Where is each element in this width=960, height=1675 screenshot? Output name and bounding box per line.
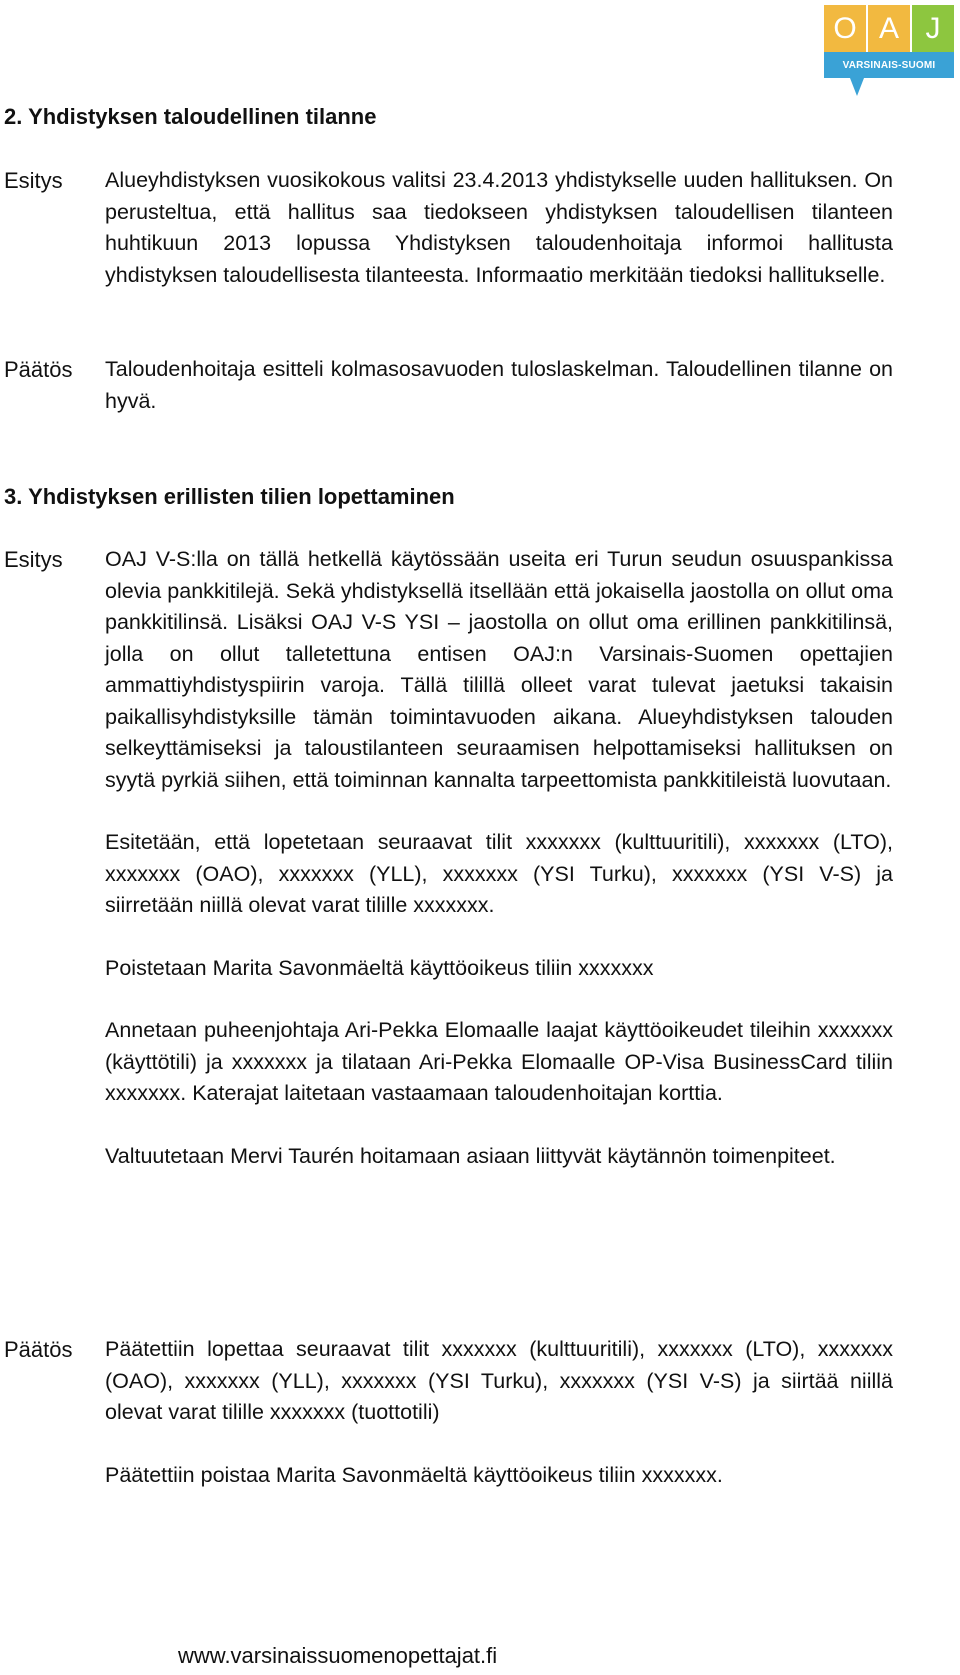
section-3-heading: 3. Yhdistyksen erillisten tilien lopettaminen	[4, 484, 455, 509]
paatos-paragraph: Päätettiin poistaa Marita Savonmäeltä käyttöoikeus tiliin xxxxxxx.	[105, 1462, 723, 1487]
footer-url[interactable]: www.varsinaissuomenopettajat.fi	[178, 1643, 498, 1668]
section-2-heading: 2. Yhdistyksen taloudellinen tilanne	[4, 104, 377, 129]
esitys-paragraph: Esitetään, että lopetetaan seuraavat tilit xxxxxxx (kulttuuritili), xxxxxxx (LTO), xxxxxxx (OAO), xxxxxxx (YLL), xxxxxxx (YSI Turku), xxxxxxx (YSI V-S) ja siirretään niillä olevat varat tilille xxxxxxx.	[105, 830, 893, 917]
logo-subtitle: VARSINAIS-SUOMI	[824, 52, 954, 78]
logo-letter-a: A	[868, 5, 912, 52]
esitys-paragraph: OAJ V-S:lla on tällä hetkellä käytössään useita eri Turun seudun osuuspankissa olevia pankkitilejä. Sekä yhdistyksellä itsellään että jokaisella jaostolla on ollut oma pankkitilinsä. Lisäksi OAJ V-S YSI – jaostolla on ollut oma erillinen pankkitilinsä, jolla on ollut talletettuna entisen OAJ:n Varsinais-Suomen opettajien ammattiyhdistyspiirin varoja. Tällä tilillä olleet varat tulevat jaetuksi takaisin paikallisyhdistyksille tämän toimintavuoden aikana. Alueyhdistyksen talouden selkeyttämiseksi ja taloustilanteen seuraamisen helpottamiseksi hallituksen on syytä pyrkiä siihen, että toiminnan kannalta tarpeettomista pankkitileistä luovutaan.	[105, 547, 893, 792]
esitys-label: Esitys	[4, 547, 63, 572]
esitys-paragraph: Valtuutetaan Mervi Taurén hoitamaan asiaan liittyvät käytännön toimenpiteet.	[105, 1143, 836, 1168]
esitys-text: Alueyhdistyksen vuosikokous valitsi 23.4.2013 yhdistykselle uuden hallituksen. On perusteltua, että hallitus saa tiedokseen yhdistyksen taloudellisen tilanteen huhtikuun 2013 lopussa Yhdistyksen taloudenhoitaja informoi hallitusta yhdistyksen taloudellisesta tilanteesta. Informaatio merkitään tiedoksi hallitukselle.	[105, 168, 893, 287]
paatos-text: Taloudenhoitaja esitteli kolmasosavuoden tuloslaskelman. Taloudellinen tilanne on hyvä.	[105, 357, 893, 413]
esitys-paragraph: Annetaan puheenjohtaja Ari-Pekka Elomaalle laajat käyttöoikeudet tileihin xxxxxxx (käyttötili) ja xxxxxxx ja tilataan Ari-Pekka Elomaalle OP-Visa BusinessCard tiliin xxxxxxx. Katerajat laitetaan vastaamaan taloudenhoitajan korttia.	[105, 1018, 893, 1105]
logo-speech-tail	[850, 78, 864, 96]
logo-letter-j: J	[912, 5, 954, 52]
paatos-label: Päätös	[4, 357, 73, 382]
section-3-paatos	[4, 1334, 894, 1491]
paatos-label: Päätös	[4, 1337, 73, 1362]
paatos-paragraph: Päätettiin lopettaa seuraavat tilit xxxxxxx (kulttuuritili), xxxxxxx (LTO), xxxxxxx (OAO), xxxxxxx (YLL), xxxxxxx (YSI Turku), xxxxxxx (YSI V-S) ja siirtää niillä olevat varat tilille xxxxxxx (tuottotili)	[105, 1337, 893, 1424]
esitys-paragraph: Poistetaan Marita Savonmäeltä käyttöoikeus tiliin xxxxxxx	[105, 955, 654, 980]
logo-letter-o: O	[824, 5, 868, 52]
section-2-esitys	[4, 165, 894, 291]
oaj-logo	[824, 5, 954, 97]
esitys-label: Esitys	[4, 168, 63, 193]
section-2-paatos	[4, 354, 894, 417]
section-3-esitys	[4, 544, 894, 1172]
logo-letters	[824, 5, 954, 52]
